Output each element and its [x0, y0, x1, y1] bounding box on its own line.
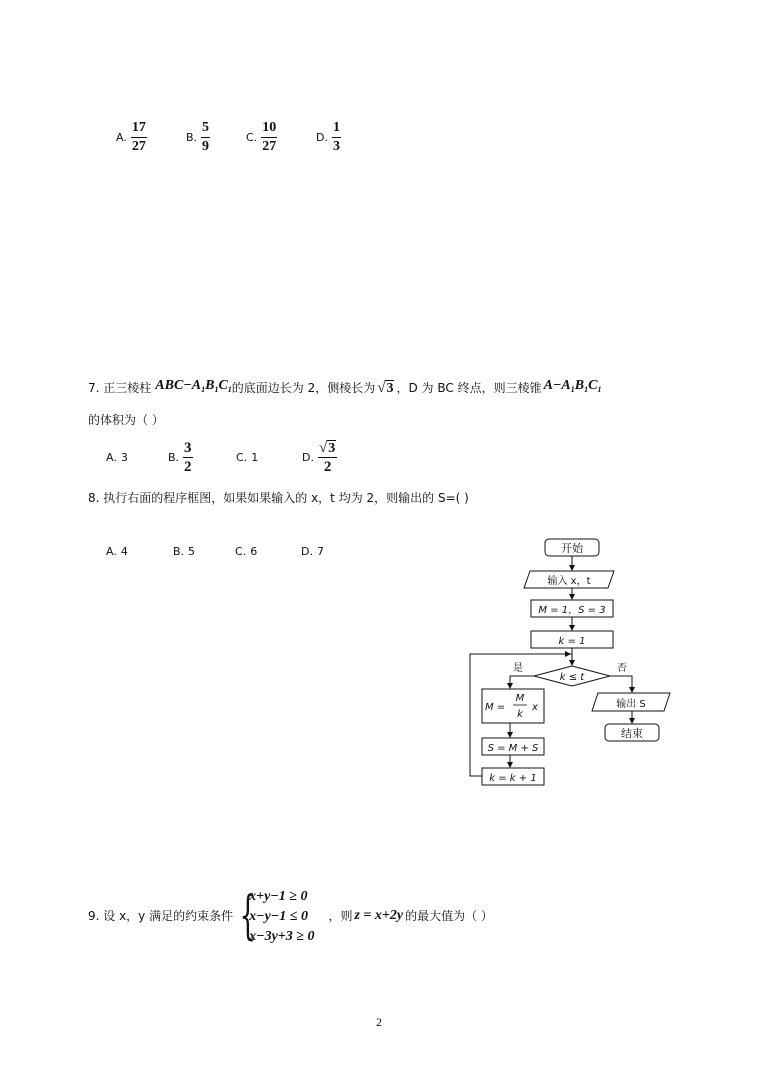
pyramid-base: A−A	[543, 378, 571, 393]
prism-name	[155, 378, 232, 398]
q6-option-b	[186, 120, 246, 155]
option-value: 6	[250, 545, 258, 558]
subscript: 1	[597, 385, 602, 394]
q7-mid2: ，D 为 BC 终点，则三棱锥	[396, 381, 542, 395]
numerator: 3	[184, 440, 192, 456]
denominator: 27	[131, 139, 146, 154]
fraction	[131, 120, 147, 155]
subscript: 1	[584, 385, 589, 394]
q8-options	[106, 545, 341, 558]
q9-prefix: 9. 设 x，y 满足的约束条件	[88, 909, 234, 923]
option-label: A.	[106, 545, 117, 558]
option-label: C.	[246, 131, 258, 144]
yes-label: 是	[513, 663, 523, 674]
q7-line1	[88, 378, 601, 398]
option-label: B.	[173, 545, 185, 558]
q6-option-c	[246, 120, 316, 155]
denominator: 2	[323, 459, 332, 475]
q6-option-d	[316, 120, 366, 155]
numerator	[318, 440, 337, 458]
q7-options	[106, 440, 372, 475]
subscript: 1	[214, 385, 219, 394]
page-number: 2	[376, 1015, 382, 1029]
constraint-2: x−y−1 ≤ 0	[249, 908, 308, 924]
q7-line2: 的体积为（ ）	[88, 413, 164, 427]
q7-option-b	[168, 440, 236, 475]
constraint-1: x+y−1 ≥ 0	[249, 888, 308, 904]
option-value: 5	[188, 545, 196, 558]
q8-option-d	[301, 545, 341, 558]
sqrt-value	[377, 380, 394, 396]
q8-option-c	[235, 545, 301, 558]
q8-text: 8. 执行右面的程序框图，如果如果输入的 x，t 均为 2，则输出的 S=( )	[88, 491, 469, 505]
option-value: 7	[316, 545, 324, 558]
subscript: 1	[227, 385, 232, 394]
q9-mid: ，则	[328, 909, 353, 923]
radicand: 3	[386, 381, 394, 396]
start-label: 开始	[561, 542, 583, 555]
q9-line	[88, 884, 493, 948]
prism-c: C	[218, 378, 228, 393]
numerator: 10	[261, 120, 277, 138]
pyramid-name	[544, 378, 602, 398]
option-value: 3	[120, 451, 128, 464]
q7-option-d	[302, 440, 372, 475]
numerator: 1	[332, 120, 341, 138]
q7-prefix: 7. 正三棱柱	[88, 381, 152, 395]
q7-mid1: 的底面边长为 2，侧棱长为	[231, 381, 376, 395]
condition-label: k ≤ t	[559, 672, 585, 683]
flowchart	[460, 530, 690, 795]
option-value: 1	[251, 451, 259, 464]
input-label: 输入 x，t	[547, 576, 591, 587]
pyramid-c: C	[588, 378, 598, 393]
no-label: 否	[617, 663, 627, 674]
numerator: 17	[131, 120, 147, 138]
fraction	[332, 120, 341, 155]
option-label: B.	[168, 451, 180, 464]
q6-options	[116, 120, 366, 155]
q8-option-a	[106, 545, 173, 558]
q7-option-a	[106, 451, 168, 464]
denominator: 9	[202, 139, 210, 154]
option-label: C.	[236, 451, 248, 464]
output-label: 输出 S	[616, 699, 646, 710]
fraction	[261, 120, 277, 155]
radicand: 3	[328, 441, 336, 456]
subscript: 1	[201, 385, 206, 394]
option-label: A.	[106, 451, 117, 464]
objective-function: z = x+2y	[354, 908, 404, 923]
option-label: B.	[186, 131, 198, 144]
fraction	[318, 440, 337, 475]
option-label: C.	[235, 545, 247, 558]
denominator: 27	[262, 139, 277, 154]
constraint-3: x−3y+3 ≥ 0	[249, 928, 315, 944]
radical-sign: √	[377, 380, 386, 396]
option-label: D.	[302, 451, 314, 464]
option-label: D.	[301, 545, 313, 558]
denominator: 3	[332, 139, 340, 154]
m-prefix: M =	[485, 702, 506, 713]
denominator: 2	[184, 459, 192, 475]
s-update-label: S = M + S	[487, 743, 539, 754]
init1-label: M = 1，S = 3	[538, 605, 606, 616]
option-value: 4	[120, 545, 128, 558]
fraction	[183, 440, 193, 475]
m-numerator: M	[515, 693, 525, 704]
q6-option-a	[116, 120, 186, 155]
option-label: A.	[116, 131, 127, 144]
q7-option-c	[236, 451, 302, 464]
radical-sign: √	[318, 440, 328, 456]
q9-suffix: 的最大值为（ ）	[405, 909, 493, 923]
pyramid-b: B	[574, 378, 585, 393]
numerator: 5	[201, 120, 210, 138]
sqrt-value	[319, 440, 336, 456]
fraction	[201, 120, 210, 155]
m-suffix: x	[532, 702, 538, 713]
prism-base: ABC−A	[155, 378, 202, 393]
option-label: D.	[316, 131, 328, 144]
k-update-label: k = k + 1	[489, 773, 537, 784]
q8-option-b	[173, 545, 235, 558]
subscript: 1	[570, 385, 575, 394]
init2-label: k = 1	[558, 636, 586, 647]
constraint-brace: {	[239, 886, 257, 946]
end-label: 结束	[621, 727, 643, 740]
prism-b: B	[205, 378, 215, 393]
m-denominator: k	[517, 709, 523, 720]
constraint-list	[249, 888, 314, 945]
